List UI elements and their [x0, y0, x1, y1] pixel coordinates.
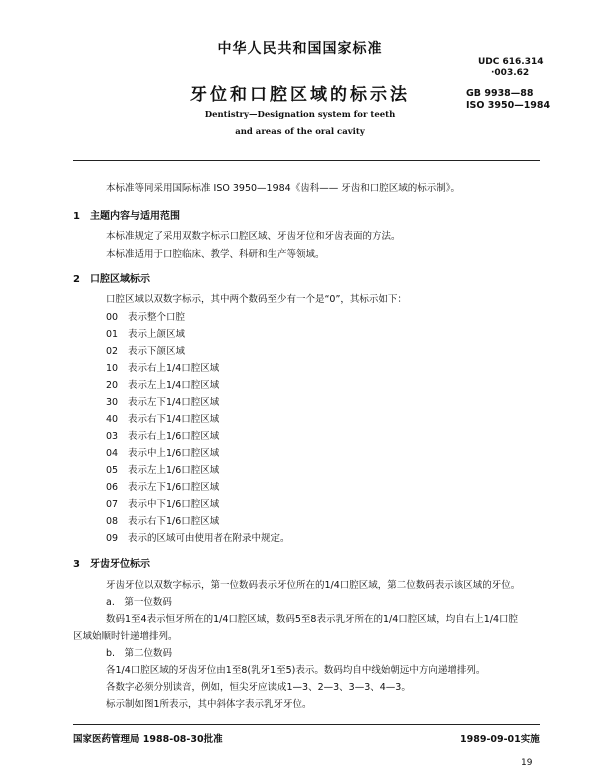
- item-b-text-line3: 标示制如图1所表示，其中斜体字表示乳牙牙位。: [106, 699, 312, 710]
- area-code-description: 表示右下1/4口腔区域: [128, 414, 220, 425]
- area-code-description: 表示左上1/4口腔区域: [128, 380, 220, 391]
- item-a-label: a. 第一位数码: [106, 597, 172, 608]
- list-item: [106, 445, 219, 459]
- section-1-paragraph-1: 本标准规定了采用双数字标示口腔区域、牙齿牙位和牙齿表面的方法。: [106, 231, 401, 242]
- area-code: 08: [106, 516, 119, 527]
- area-code: 01: [106, 329, 119, 340]
- area-code: 40: [106, 414, 119, 425]
- iso-number: ISO 3950—1984: [466, 100, 551, 111]
- list-item: [106, 428, 219, 442]
- list-item: [106, 326, 185, 340]
- list-item: [106, 411, 219, 425]
- area-code: 02: [106, 346, 119, 357]
- area-code: 06: [106, 482, 119, 493]
- list-item: [106, 496, 219, 510]
- section-1-paragraph-2: 本标准适用于口腔临床、教学、科研和生产等领域。: [106, 249, 325, 260]
- list-item: [106, 360, 219, 374]
- udc-code-line1: UDC 616.314: [478, 57, 544, 67]
- item-a-text-line1: 数码1至4表示恒牙所在的1/4口腔区域，数码5至8表示乳牙所在的1/4口腔区域，均自右上1/4口腔: [106, 614, 519, 625]
- page-number: 19: [521, 758, 533, 768]
- section-1-heading: 1 主题内容与适用范围: [73, 211, 180, 222]
- item-b-text-line1: 各1/4口腔区域的牙齿牙位由1至8(乳牙1至5)表示。数码均自中线始朝远中方向递增排列。: [106, 665, 486, 676]
- area-code-description: 表示右下1/6口腔区域: [128, 516, 220, 527]
- section-3-heading: 3 牙齿牙位标示: [73, 559, 150, 570]
- item-b-text-line2: 各数字必须分别读音，例如，恒尖牙应读成1—3、2—3、3—3、4—3。: [106, 682, 411, 693]
- english-title-line1: Dentistry—Designation system for teeth: [204, 110, 396, 120]
- gb-number: GB 9938—88: [466, 88, 534, 99]
- area-code: 10: [106, 363, 119, 374]
- area-code-description: 表示整个口腔: [128, 312, 186, 323]
- list-item: [106, 343, 185, 357]
- effective-date: 1989-09-01实施: [460, 734, 540, 745]
- item-a-text-line2: 区域始顺时针递增排列。: [73, 631, 178, 642]
- area-code: 20: [106, 380, 119, 391]
- item-b-label: b. 第二位数码: [106, 648, 173, 659]
- area-code-description: 表示左下1/4口腔区域: [128, 397, 220, 408]
- area-code-description: 表示右上1/6口腔区域: [128, 431, 220, 442]
- area-code: 00: [106, 312, 119, 323]
- list-item: [106, 513, 219, 527]
- list-item: [106, 462, 219, 476]
- area-code-description: 表示右上1/4口腔区域: [128, 363, 220, 374]
- list-item: [106, 530, 290, 544]
- header-divider: [73, 160, 540, 161]
- section-2-heading: 2 口腔区域标示: [73, 274, 150, 285]
- list-item: [106, 394, 219, 408]
- area-code-description: 表示中下1/6口腔区域: [128, 499, 220, 510]
- area-code: 03: [106, 431, 119, 442]
- area-code: 04: [106, 448, 119, 459]
- udc-code-line2: ·003.62: [491, 68, 530, 78]
- list-item: [106, 309, 185, 323]
- area-code-description: 表示左下1/6口腔区域: [128, 482, 220, 493]
- area-code: 07: [106, 499, 119, 510]
- area-code: 05: [106, 465, 119, 476]
- standard-name: 中华人民共和国国家标准: [217, 41, 383, 57]
- intro-paragraph: 本标准等同采用国际标准 ISO 3950—1984《齿科—— 牙齿和口腔区域的标示制》。: [106, 183, 460, 194]
- list-item: [106, 377, 219, 391]
- approval-date: 国家医药管理局 1988-08-30批准: [73, 734, 223, 745]
- english-title-line2: and areas of the oral cavity: [235, 127, 365, 137]
- footer-divider: [73, 724, 540, 725]
- area-code-description: 表示上颌区域: [128, 329, 186, 340]
- section-2-paragraph-1: 口腔区域以双数字标示，其中两个数码至少有一个是“0”，其标示如下：: [106, 294, 407, 305]
- section-3-paragraph-1: 牙齿牙位以双数字标示，第一位数码表示牙位所在的1/4口腔区域，第二位数码表示该区域的牙位。: [106, 580, 521, 591]
- area-code-description: 表示左上1/6口腔区域: [128, 465, 220, 476]
- area-code-description: 表示下颌区域: [128, 346, 186, 357]
- list-item: [106, 479, 219, 493]
- area-code-description: 表示中上1/6口腔区域: [128, 448, 220, 459]
- area-code-description: 表示的区域可由使用者在附录中规定。: [128, 533, 290, 544]
- area-code: 09: [106, 533, 119, 544]
- document-title: 牙位和口腔区域的标示法: [190, 85, 410, 105]
- area-code: 30: [106, 397, 119, 408]
